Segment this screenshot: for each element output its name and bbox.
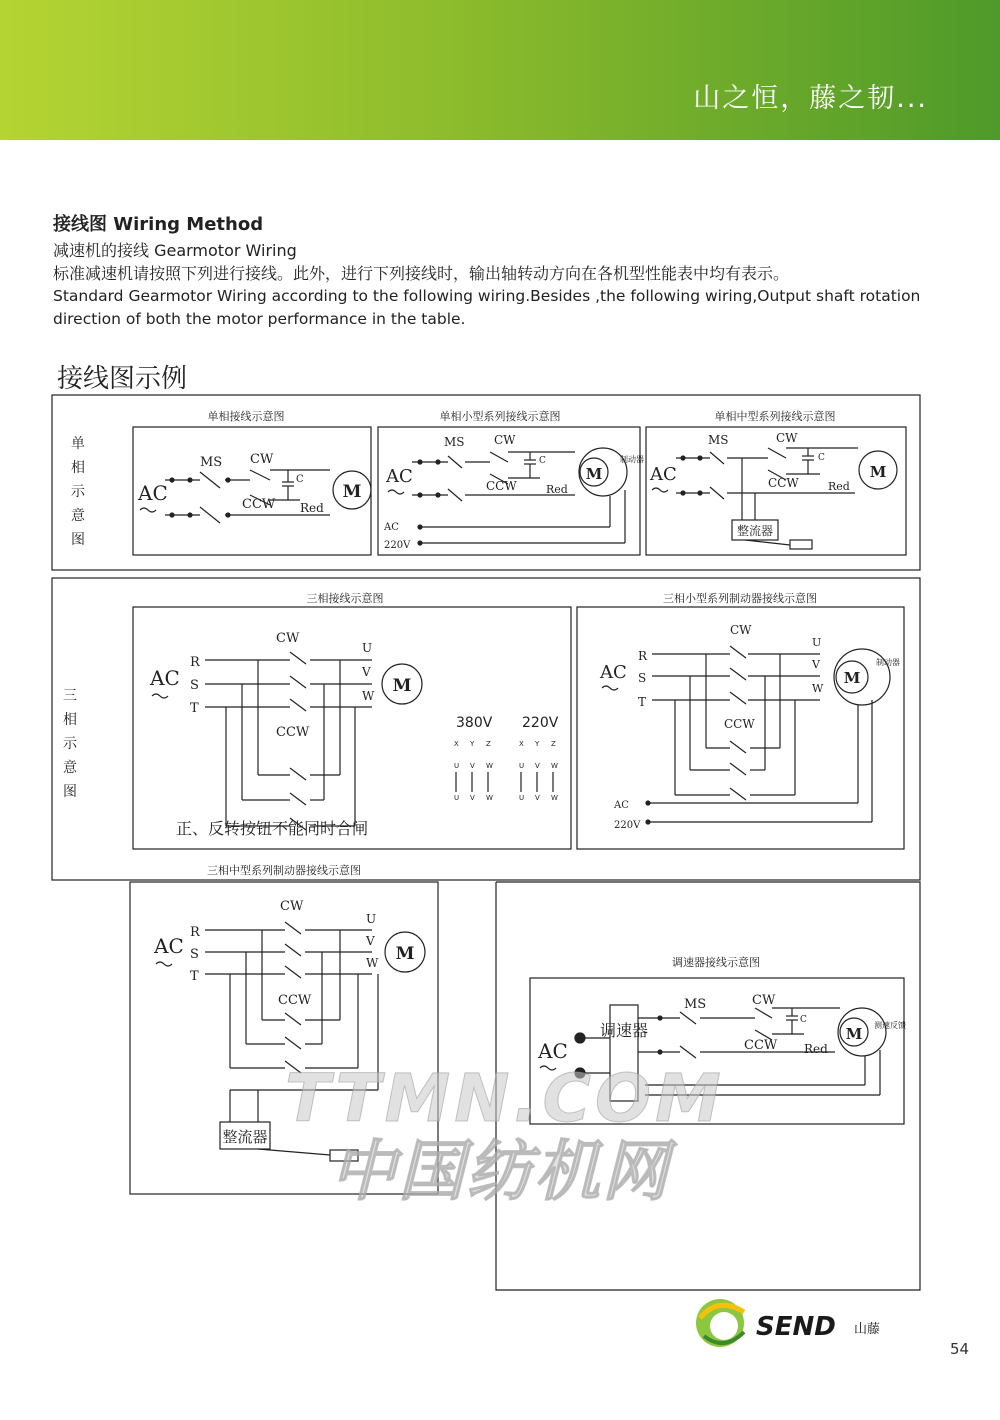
svg-text:Z: Z	[551, 740, 556, 748]
svg-text:Red: Red	[828, 480, 850, 493]
diagram-title: 调速器接线示意图	[672, 956, 760, 969]
svg-text:Red: Red	[546, 483, 568, 496]
svg-text:U: U	[366, 912, 377, 926]
svg-text:R: R	[638, 649, 648, 663]
svg-text:测速反馈: 测速反馈	[874, 1021, 906, 1030]
svg-text:U: U	[362, 641, 373, 655]
svg-text:CW: CW	[276, 631, 300, 646]
svg-text:AC: AC	[386, 466, 413, 487]
svg-text:M: M	[843, 669, 861, 687]
svg-text:C: C	[818, 453, 825, 463]
svg-text:M: M	[845, 1025, 863, 1043]
single-phase-group-label	[71, 436, 86, 548]
svg-text:U: U	[519, 762, 525, 770]
svg-text:U: U	[454, 762, 460, 770]
diagram-title: 三相接线示意图	[306, 592, 384, 605]
svg-text:AC: AC	[650, 464, 677, 485]
svg-text:V: V	[470, 762, 475, 770]
svg-text:X: X	[454, 740, 459, 748]
diagram-title: 单相小型系列接线示意图	[439, 410, 561, 423]
svg-text:整流器: 整流器	[222, 1128, 268, 1146]
svg-text:U: U	[454, 794, 460, 802]
svg-text:U: U	[812, 636, 822, 649]
ccw-label: CCW	[242, 497, 276, 512]
svg-text:意: 意	[63, 760, 77, 776]
svg-text:相: 相	[63, 712, 77, 728]
brand-name-cn: 山藤	[854, 1322, 881, 1337]
svg-text:380V: 380V	[456, 715, 493, 731]
svg-text:W: W	[362, 689, 375, 703]
svg-text:W: W	[366, 956, 379, 970]
svg-text:Red: Red	[300, 501, 324, 515]
svg-text:T: T	[190, 701, 199, 716]
sl-1: 单	[71, 436, 85, 452]
svg-text:W: W	[486, 794, 493, 802]
svg-text:M: M	[869, 463, 887, 481]
svg-text:CCW: CCW	[486, 479, 517, 493]
motor-label: M	[342, 482, 362, 502]
svg-text:示: 示	[71, 484, 85, 500]
svg-text:相: 相	[71, 460, 85, 476]
svg-text:220V: 220V	[614, 820, 641, 831]
intro-line-2: 标准减速机请按照下列进行接线。此外，进行下列接线时，输出轴转动方向在各机型性能表中均有表示。	[53, 264, 790, 283]
svg-text:CW: CW	[752, 993, 776, 1008]
svg-text:V: V	[535, 762, 540, 770]
diagram-title: 三相小型系列制动器接线示意图	[663, 592, 817, 605]
svg-text:MS: MS	[708, 433, 729, 447]
svg-text:W: W	[551, 762, 558, 770]
svg-text:CW: CW	[494, 433, 516, 447]
group-label-char	[71, 436, 85, 452]
svg-text:M: M	[392, 676, 412, 696]
svg-text:V: V	[366, 934, 375, 948]
svg-text:制动器: 制动器	[620, 455, 644, 464]
svg-text:T: T	[638, 695, 647, 709]
svg-text:AC: AC	[600, 662, 627, 683]
svg-text:C: C	[539, 456, 546, 466]
diagram-three-small-brake	[577, 591, 904, 849]
svg-text:AC: AC	[538, 1039, 568, 1063]
diagram-title: 单相接线示意图	[207, 410, 285, 423]
svg-text:调速器: 调速器	[599, 1021, 649, 1040]
svg-text:CCW: CCW	[276, 725, 310, 740]
svg-text:C: C	[800, 1015, 807, 1025]
svg-text:CCW: CCW	[724, 717, 755, 731]
brand-logo	[690, 1288, 910, 1358]
svg-text:R: R	[190, 925, 200, 940]
svg-text:Y: Y	[535, 740, 540, 748]
three-phase-group-label	[63, 688, 78, 800]
svg-text:MS: MS	[444, 435, 465, 449]
svg-text:Red: Red	[804, 1042, 828, 1056]
diagram-title: 三相中型系列制动器接线示意图	[207, 864, 361, 877]
svg-text:M: M	[585, 465, 603, 483]
svg-text:W: W	[486, 762, 493, 770]
svg-text:V: V	[812, 658, 820, 671]
svg-text:U: U	[519, 794, 525, 802]
svg-text:AC: AC	[154, 934, 184, 958]
svg-text:图: 图	[71, 532, 85, 548]
svg-text:三: 三	[63, 688, 77, 704]
slogan: 山之恒，藤之韧...	[693, 83, 928, 114]
svg-text:CW: CW	[730, 623, 752, 637]
svg-text:CCW: CCW	[278, 993, 312, 1008]
ms-label: MS	[200, 455, 223, 470]
svg-text:制动器: 制动器	[876, 658, 900, 667]
svg-text:S: S	[190, 947, 199, 962]
brand-name: SEND	[756, 1312, 836, 1342]
intro-line-1: 减速机的接线 Gearmotor Wiring	[53, 241, 297, 260]
svg-text:Y: Y	[470, 740, 475, 748]
svg-text:220V: 220V	[384, 540, 411, 551]
cw-label: CW	[250, 452, 274, 467]
diagram-three-basic	[133, 591, 571, 849]
svg-text:Z: Z	[486, 740, 491, 748]
svg-text:S: S	[190, 678, 199, 693]
svg-text:整流器: 整流器	[736, 524, 774, 538]
svg-text:X: X	[519, 740, 524, 748]
logo-swirl-icon	[690, 1288, 910, 1358]
svg-text:T: T	[190, 969, 199, 984]
svg-text:V: V	[470, 794, 475, 802]
warning-text: 正、反转按钮不能同时合闸	[176, 819, 369, 838]
svg-text:AC: AC	[150, 666, 180, 690]
page-number: 54	[950, 1340, 970, 1358]
svg-text:CCW: CCW	[768, 476, 799, 490]
svg-text:AC: AC	[614, 800, 629, 811]
section-title: 接线图 Wiring Method	[53, 214, 264, 235]
svg-text:V: V	[535, 794, 540, 802]
svg-text:V: V	[362, 665, 371, 679]
diagram-single-medium-brake	[646, 409, 906, 555]
svg-text:图: 图	[63, 784, 77, 800]
svg-text:W: W	[551, 794, 558, 802]
watermark-cn: 中国纺机网	[330, 1133, 670, 1210]
svg-text:W: W	[812, 682, 824, 695]
svg-text:CW: CW	[776, 431, 798, 445]
svg-text:意: 意	[71, 508, 85, 524]
svg-text:M: M	[395, 944, 415, 964]
svg-text:C: C	[296, 474, 304, 485]
example-title: 接线图示例	[57, 364, 188, 394]
diagram-single-small-brake	[378, 409, 644, 555]
svg-text:R: R	[190, 655, 200, 670]
watermark-en: TTMN.COM	[285, 1060, 725, 1137]
svg-text:示: 示	[63, 736, 77, 752]
svg-text:S: S	[638, 671, 647, 685]
svg-text:AC: AC	[384, 522, 399, 533]
intro-line-3: Standard Gearmotor Wiring according to the following wiring.Besides ,the following wiring,Output shaft rotation direction of both the motor performance in the table.	[53, 287, 921, 328]
svg-text:CW: CW	[280, 899, 304, 914]
diagram-title: 单相中型系列接线示意图	[714, 410, 836, 423]
ac-label: AC	[138, 481, 168, 505]
diagram-single-basic	[133, 409, 371, 555]
svg-text:220V: 220V	[522, 715, 559, 731]
svg-text:MS: MS	[684, 997, 707, 1012]
svg-text:CCW: CCW	[744, 1038, 778, 1053]
